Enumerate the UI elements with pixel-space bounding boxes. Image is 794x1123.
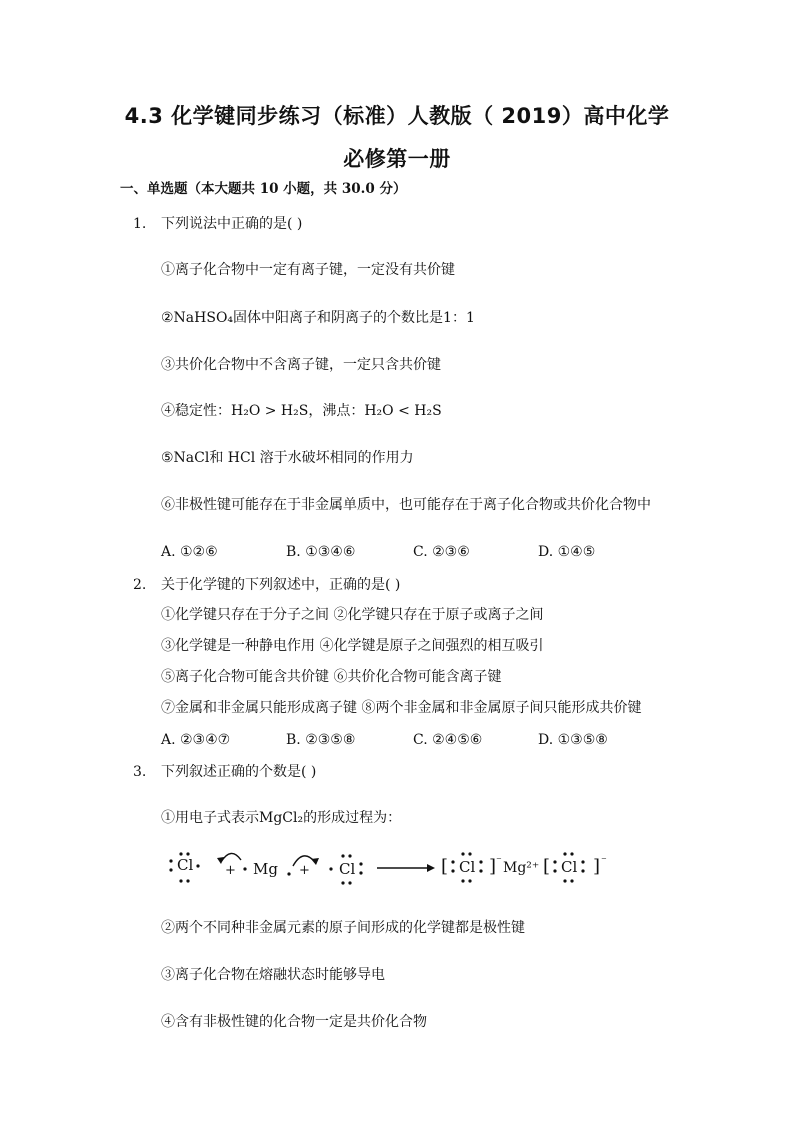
eq-cl-ion-2: Cl bbox=[561, 858, 578, 876]
q2-item-1: ①化学键只存在于分子之间 ②化学键只存在于原子或离子之间 bbox=[161, 607, 544, 623]
eq-bracket-open-1: [ bbox=[441, 856, 449, 877]
q3-number: 3. bbox=[133, 764, 147, 780]
q1-item-3: ③共价化合物中不含离子键，一定只含共价键 bbox=[161, 357, 441, 373]
q2-stem: 关于化学键的下列叙述中，正确的是( ) bbox=[161, 577, 401, 593]
q2-item-2: ③化学键是一种静电作用 ④化学键是原子之间强烈的相互吸引 bbox=[161, 638, 544, 654]
eq-plus-right: + bbox=[299, 863, 310, 878]
q1-option-a: A. ①②⑥ bbox=[161, 544, 218, 560]
eq-plus-left: + bbox=[225, 863, 236, 878]
q2-item-4: ⑦金属和非金属只能形成离子键 ⑧两个非金属和非金属原子间只能形成共价键 bbox=[161, 700, 642, 716]
q2-option-b: B. ②③⑤⑧ bbox=[286, 732, 356, 748]
eq-charge-1: ⁻ bbox=[496, 854, 502, 867]
q3-stem: 下列叙述正确的个数是( ) bbox=[161, 764, 317, 780]
q1-option-c: C. ②③⑥ bbox=[413, 544, 470, 560]
q2-option-c: C. ②④⑤⑥ bbox=[413, 732, 483, 748]
q1-item-5: ⑤NaCl和 HCl 溶于水破坏相同的作用力 bbox=[161, 450, 414, 466]
eq-bracket-open-2: [ bbox=[543, 856, 551, 877]
q1-option-b: B. ①③④⑥ bbox=[286, 544, 356, 560]
q2-number: 2. bbox=[133, 577, 147, 593]
q3-item-2: ②两个不同种非金属元素的原子间形成的化学键都是极性键 bbox=[161, 920, 525, 936]
mgcl2-formation-equation bbox=[165, 840, 635, 888]
q3-item-1: ①用电子式表示MgCl₂的形成过程为： bbox=[161, 810, 402, 826]
q2-option-d: D. ①③⑤⑧ bbox=[538, 732, 608, 748]
q1-stem: 下列说法中正确的是( ) bbox=[161, 216, 303, 232]
eq-bracket-close-1: ] bbox=[489, 856, 497, 877]
q3-item-4: ④含有非极性键的化合物一定是共价化合物 bbox=[161, 1014, 427, 1030]
eq-mg-ion: Mg²⁺ bbox=[503, 860, 540, 876]
eq-cl-ion-1: Cl bbox=[459, 858, 476, 876]
eq-mg: Mg bbox=[253, 860, 278, 878]
q1-item-4: ④稳定性：H₂O > H₂S，沸点：H₂O < H₂S bbox=[161, 403, 442, 419]
q1-item-2: ②NaHSO₄固体中阳离子和阴离子的个数比是1：1 bbox=[161, 310, 475, 326]
eq-cl-left: Cl bbox=[177, 856, 194, 874]
eq-bracket-close-2: ] bbox=[593, 856, 601, 877]
title-line-2: 必修第一册 bbox=[343, 147, 451, 171]
q2-item-3: ⑤离子化合物可能含共价键 ⑥共价化合物可能含离子键 bbox=[161, 669, 502, 685]
eq-arrow-left bbox=[221, 853, 241, 862]
q1-item-1: ①离子化合物中一定有离子键，一定没有共价键 bbox=[161, 262, 455, 278]
q3-item-3: ③离子化合物在熔融状态时能够导电 bbox=[161, 967, 385, 983]
eq-cl-right: Cl bbox=[339, 860, 356, 878]
q1-item-6: ⑥非极性键可能存在于非金属单质中，也可能存在于离子化合物或共价化合物中 bbox=[161, 497, 651, 513]
q1-number: 1. bbox=[133, 216, 147, 232]
section-heading: 一、单选题（本大题共 10 小题，共 30.0 分） bbox=[120, 181, 407, 197]
q2-option-a: A. ②③④⑦ bbox=[161, 732, 231, 748]
title-line-1: 4.3 化学键同步练习（标准）人教版（ 2019）高中化学 bbox=[124, 104, 670, 128]
eq-charge-2: ⁻ bbox=[601, 854, 607, 867]
q1-option-d: D. ①④⑤ bbox=[538, 544, 596, 560]
